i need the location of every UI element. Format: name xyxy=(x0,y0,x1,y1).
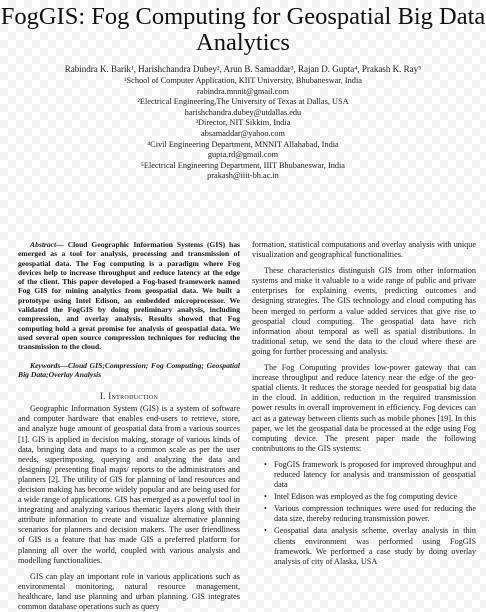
right-paragraph-2: The Fog Computing provides low-power gateway that can increase throughput and reduce latency near the edge of the geo-spatial clients. It reduces the storage needed for geospatial big data in the cloud. In addition, reduction in the required transmission power results in overall improvement in efficiency. Fog devices can act as a gateway between clients such as mobile phones [19]. In this paper, we let the geospatial data be processed at the edge using Fog computing device. The present paper made the following contributions to the GIS systems: xyxy=(252,363,476,453)
keywords-label: Keywords xyxy=(30,360,61,370)
affiliation-3: ³Director, NIT Sikkim, India xyxy=(195,118,291,128)
intro-paragraph-2: GIS can play an important role in various applications such as environmental monitoring, natural resource management, healthcare, land use planning and urban planning. GIS integrates common database operations such as query xyxy=(18,571,240,612)
right-column xyxy=(252,240,476,569)
affiliation-5: ⁵Electrical Engineering Department, IIIT Bhubaneswar, India xyxy=(141,160,345,170)
author-list: Rabindra K. Barik¹, Harishchandra Dubey², Arun B. Samaddar³, Rajan D. Gupta⁴, Prakash K. Ray⁵ xyxy=(64,64,422,74)
affiliation-4: ⁴Civil Engineering Department, MNNIT Allahabad, India xyxy=(147,139,339,149)
left-column xyxy=(18,240,240,612)
contribution-list xyxy=(252,460,476,567)
section-heading-introduction xyxy=(18,391,240,401)
affiliation-1: ¹School of Computer Application, KIIT University, Bhubaneswar, India xyxy=(124,76,362,85)
right-paragraph-1: These characteristics distinguish GIS from other information systems and make it valuable to a wide range of public and private enterprises for explaining events, predicting outcomes and designing strategies. The GIS technology and cloud computing has been merged to perform a value added services that give rise to geospatial cloud computing. The geospatial data have rich information about temporal as well as spatial distributions. In traditional setup, we send the data to the cloud where these are going for further processing and analysis. xyxy=(252,266,476,356)
abstract-label: Abstract xyxy=(30,240,57,249)
keywords-text: —Cloud GIS;Compression; Fog Computing; Geospatial Big Data;Overlay Analysis xyxy=(18,360,240,379)
right-paragraph-0: formation, statistical computations and overlay analysis with unique visualization and geographical functionalities. xyxy=(252,240,476,260)
affiliation-1-email: rabindra.mnnit@gmail.com xyxy=(197,86,289,96)
affiliation-2: ²Electrical Engineering,The University of Texas at Dallas, USA xyxy=(137,97,349,107)
keywords xyxy=(18,361,240,380)
paper-title-line-2: Analytics xyxy=(196,29,290,56)
contribution-item-1: • FogGIS framework is proposed for improved throughput and reduced latency for analysis and transmission of geospatial data xyxy=(266,460,476,490)
contribution-item-3: • Various compression techniques were used for reducing the data size, thereby reducing transmission power. xyxy=(266,504,476,524)
paper-title-line-1: FogGIS: Fog Computing for Geospatial Big Data xyxy=(0,3,486,30)
affiliation-4-email: gupta.rd@gmail.com xyxy=(207,150,279,160)
affiliation-5-email: prakash@iiit-bh.ac.in xyxy=(207,171,279,181)
intro-paragraph-1: Geographic Information System (GIS) is a system of software and computer hardware that enables end-users to retrieve, store, and analyze huge amount of geospatial data from a various sources [1]. GIS is applied in decision making, storage of various kinds of data, bringing data and maps to a common scale as per the user needs, superimposing, querying and analyzing the data and designing/ presenting final maps/ reports to the administrators and planners [2]. The utility of GIS for planning of land resources and decision making has become widely popular and are being used for a wide range of applications. GIS has emerged as a powerful tool in integrating and analyzing various thematic layers along with their attribute information to create and visualize alternative planning scenarios for planners and decision makers. The user friendliness of GIS is a feature that has made GIS a preferred platform for planning all over the world, coupled with various analysis and modelling functionalities. xyxy=(18,404,240,565)
section-number: I. xyxy=(99,391,106,402)
affiliation-3-email: absamaddar@yahoo.com xyxy=(201,129,285,138)
affiliation-2-email: harishchandra.dubey@utdallas.edu xyxy=(184,107,302,117)
abstract xyxy=(18,240,240,352)
section-title: Introduction xyxy=(108,391,159,402)
abstract-text: — Cloud Geographic Information Systems (GIS) has emerged as a tool for analysis, processing and transmission of geospatial data. The Fog computing is a paradigm where Fog devices help to increase throughput and reduce latency at the edge of the client. This paper developed a Fog-based framework named Fog GIS for mining analytics from geospatial data. We built a prototype using Intel Edison, an embedded microprocessor. We validated the FogGIS by doing preliminary analysis, including compression, and overlay analysis. Results showed that Fog computing hold a great promise for analysis of geospatial data. We used several open source compression techniques for reducing the transmission to the cloud. xyxy=(18,240,240,352)
contribution-item-2: • Intel Edison was employed as the fog computing device xyxy=(266,492,476,502)
contribution-item-4: • Geospatial data analysis scheme, overlay analysis in thin clients environment was performed using FogGIS framework. We performed a case study by doing overlay analysis of city of Alaska, USA xyxy=(266,526,476,566)
